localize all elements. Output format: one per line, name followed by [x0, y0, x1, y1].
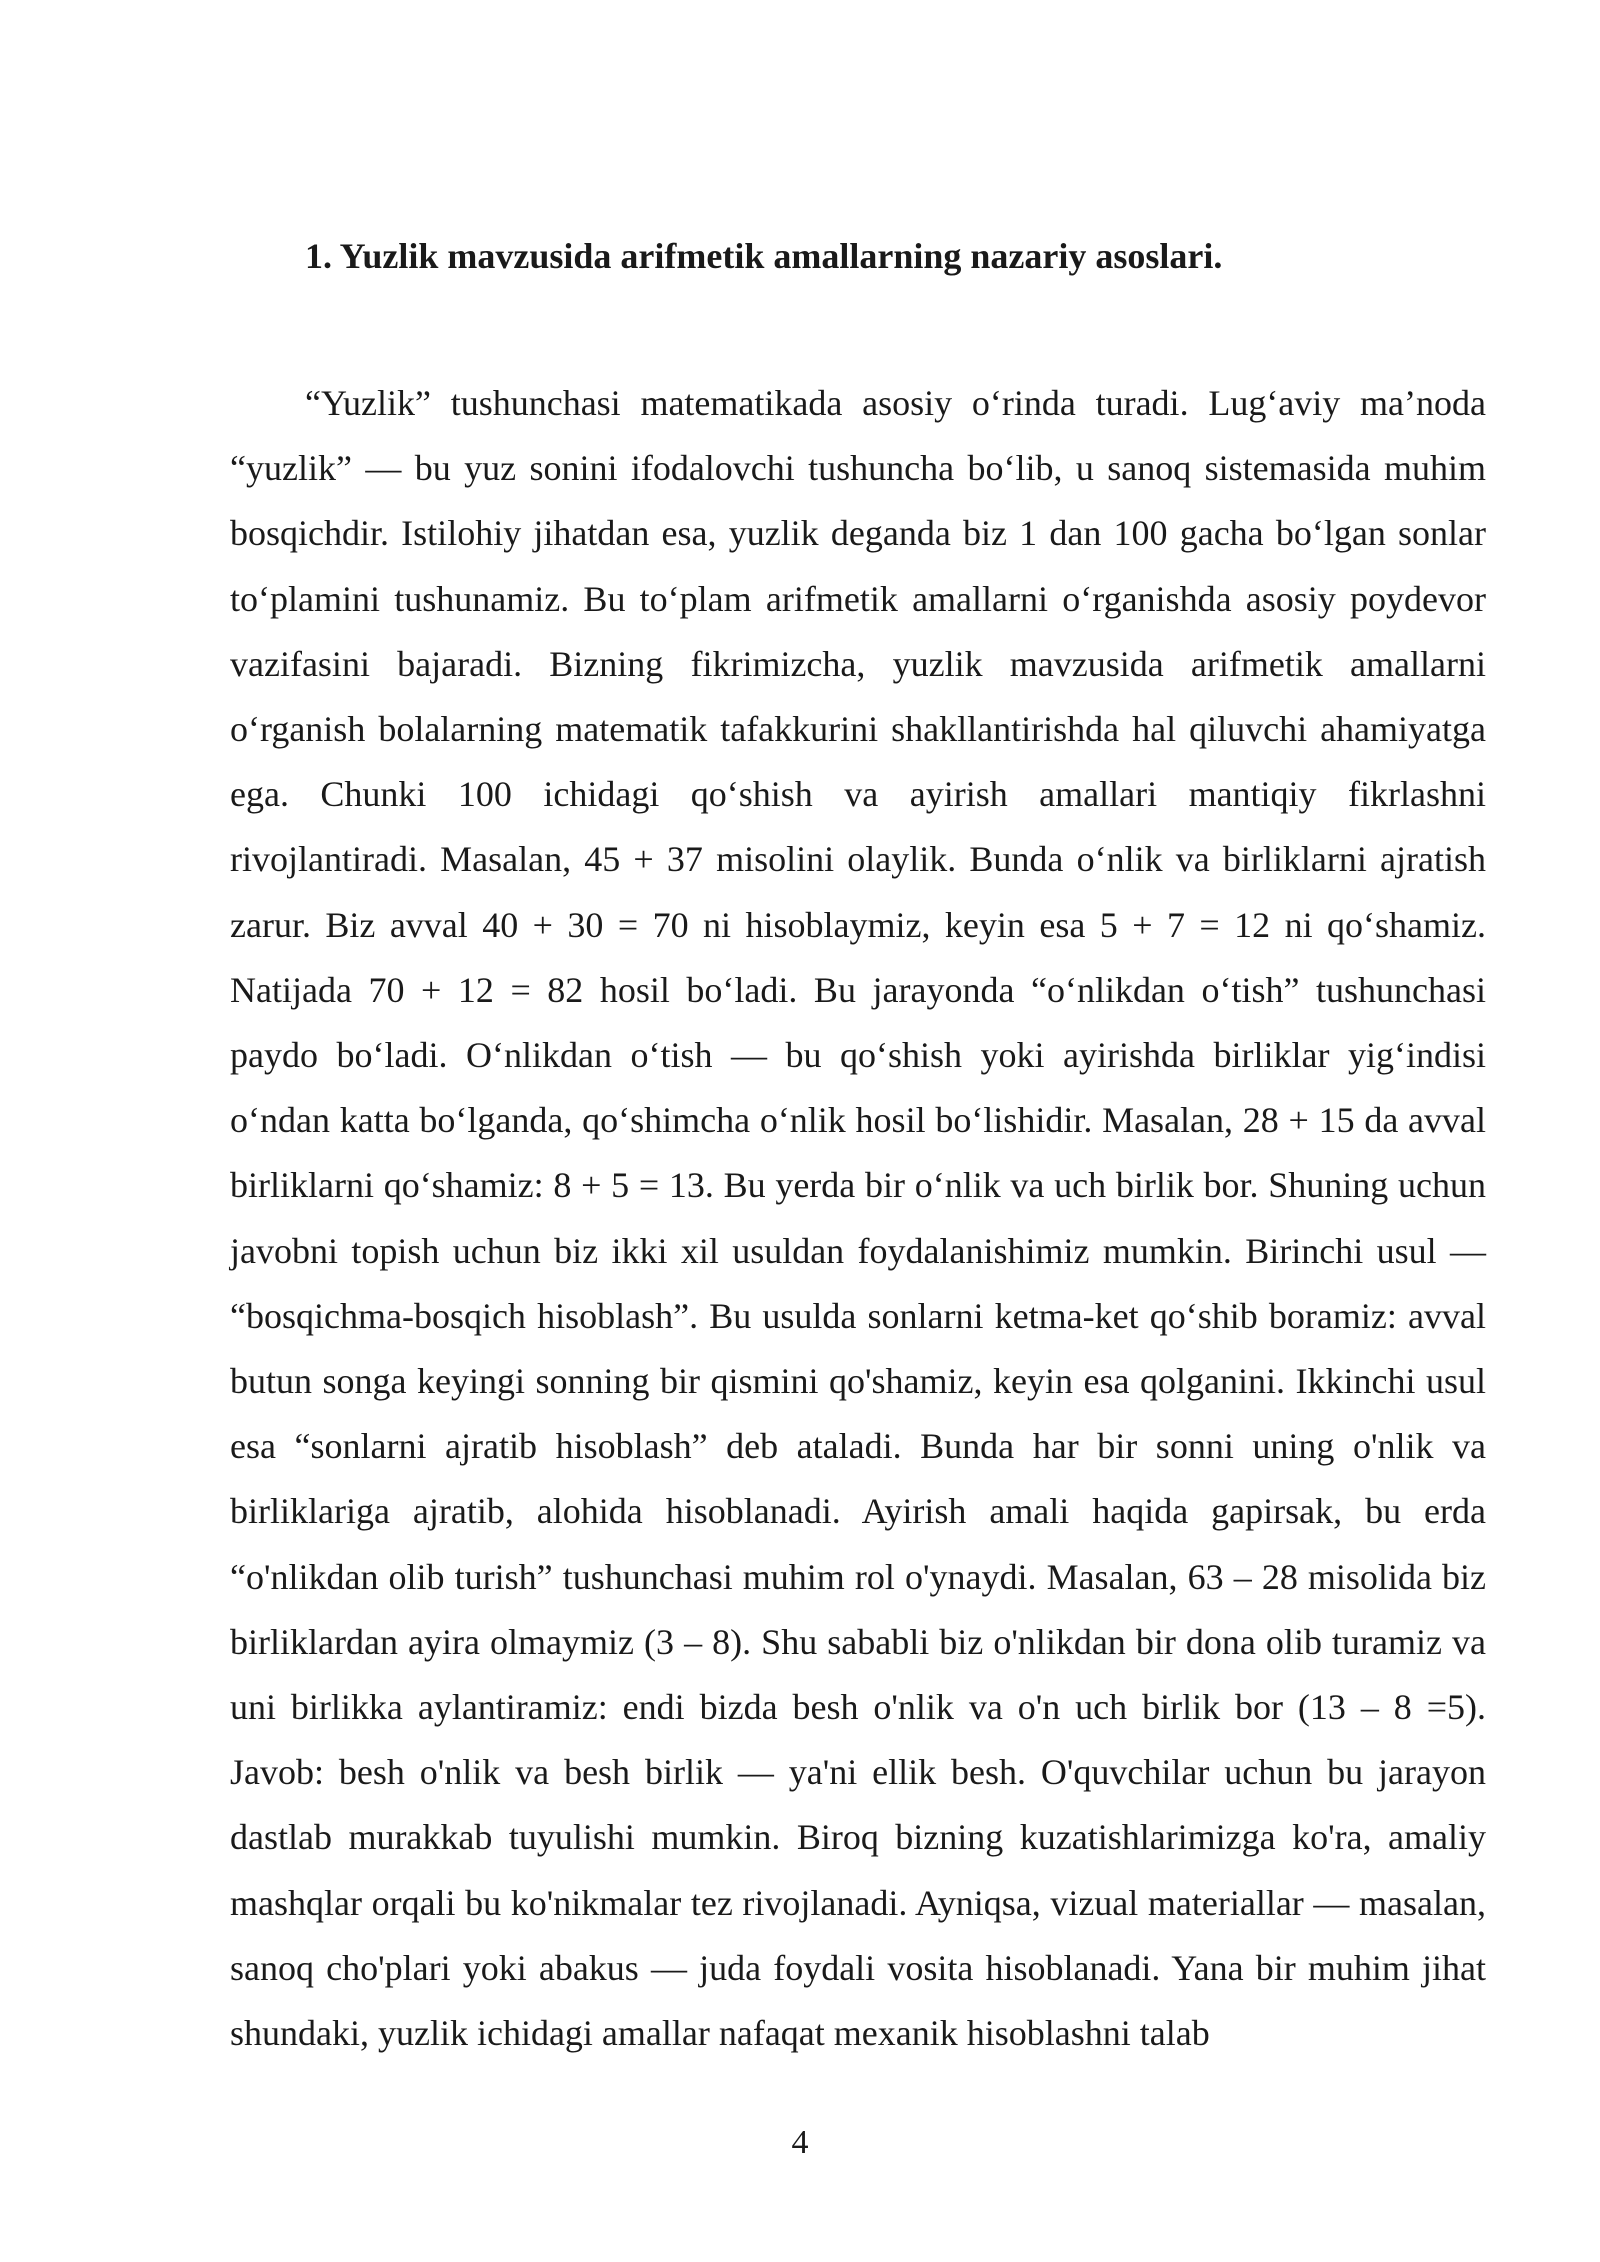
page-number: 4	[791, 2124, 809, 2161]
body-paragraph: “Yuzlik” tushunchasi matematikada asosiy o‘rinda turadi. Lug‘aviy ma’noda “yuzlik” — bu yuz sonini ifodalovchi tushuncha bo‘lib, u sanoq sistemasida muhim bosqichdir. Istilohiy jihatdan esa, yuzlik deganda biz 1 dan 100 gacha bo‘lgan sonlar to‘plamini tushunamiz. Bu to‘plam arifmetik amallarni o‘rganishda asosiy poydevor vazifasini bajaradi. Bizning fikrimizcha, yuzlik mavzusida arifmetik amallarni o‘rganish bolalarning matematik tafakkurini shakllantirishda hal qiluvchi ahamiyatga ega. Chunki 100 ichidagi qo‘shish va ayirish amallari mantiqiy fikrlashni rivojlantiradi. Masalan, 45 + 37 misolini olaylik. Bunda o‘nlik va birliklarni ajratish zarur. Biz avval 40 + 30 = 70 ni hisoblaymiz, keyin esa 5 + 7 = 12 ni qo‘shamiz. Natijada 70 + 12 = 82 hosil bo‘ladi. Bu jarayonda “o‘nlikdan o‘tish” tushunchasi paydo bo‘ladi. O‘nlikdan o‘tish — bu qo‘shish yoki ayirishda birliklar yig‘indisi o‘ndan katta bo‘lganda, qo‘shimcha o‘nlik hosil bo‘lishidir. Masalan, 28 + 15 da avval birliklarni qo‘shamiz: 8 + 5 = 13. Bu yerda bir o‘nlik va uch birlik bor. Shuning uchun javobni topish uchun biz ikki xil usuldan foydalanishimiz mumkin. Birinchi usul — “bosqichma-bosqich hisoblash”. Bu usulda sonlarni ketma-ket qo‘shib boramiz: avval butun songa keyingi sonning bir qismini qo'shamiz, keyin esa qolganini. Ikkinchi usul esa “sonlarni ajratib hisoblash” deb ataladi. Bunda har bir sonni uning o'nlik va birliklariga ajratib, alohida hisoblanadi. Ayirish amali haqida gapirsak, bu erda “o'nlikdan olib turish” tushunchasi muhim rol o'ynaydi. Masalan, 63 – 28 misolida biz birliklardan ayira olmaymiz (3 – 8). Shu sababli biz o'nlikdan bir dona olib turamiz va uni birlikka aylantiramiz: endi bizda besh o'nlik va o'n uch birlik bor (13 – 8 =5). Javob: besh o'nlik va besh birlik — ya'ni ellik besh. O'quvchilar uchun bu jarayon dastlab murakkab tuyulishi mumkin. Biroq bizning kuzatishlarimizga ko'ra, amaliy mashqlar orqali bu ko'nikmalar tez rivojlanadi. Ayniqsa, vizual materiallar — masalan, sanoq cho'plari yoki abakus — juda foydali vosita hisoblanadi. Yana bir muhim jihat shundaki, yuzlik ichidagi amallar nafaqat mexanik hisoblashni talab	[230, 383, 1486, 2054]
section-heading: 1. Yuzlik mavzusida arifmetik amallarning nazariy asoslari.	[305, 236, 1223, 276]
